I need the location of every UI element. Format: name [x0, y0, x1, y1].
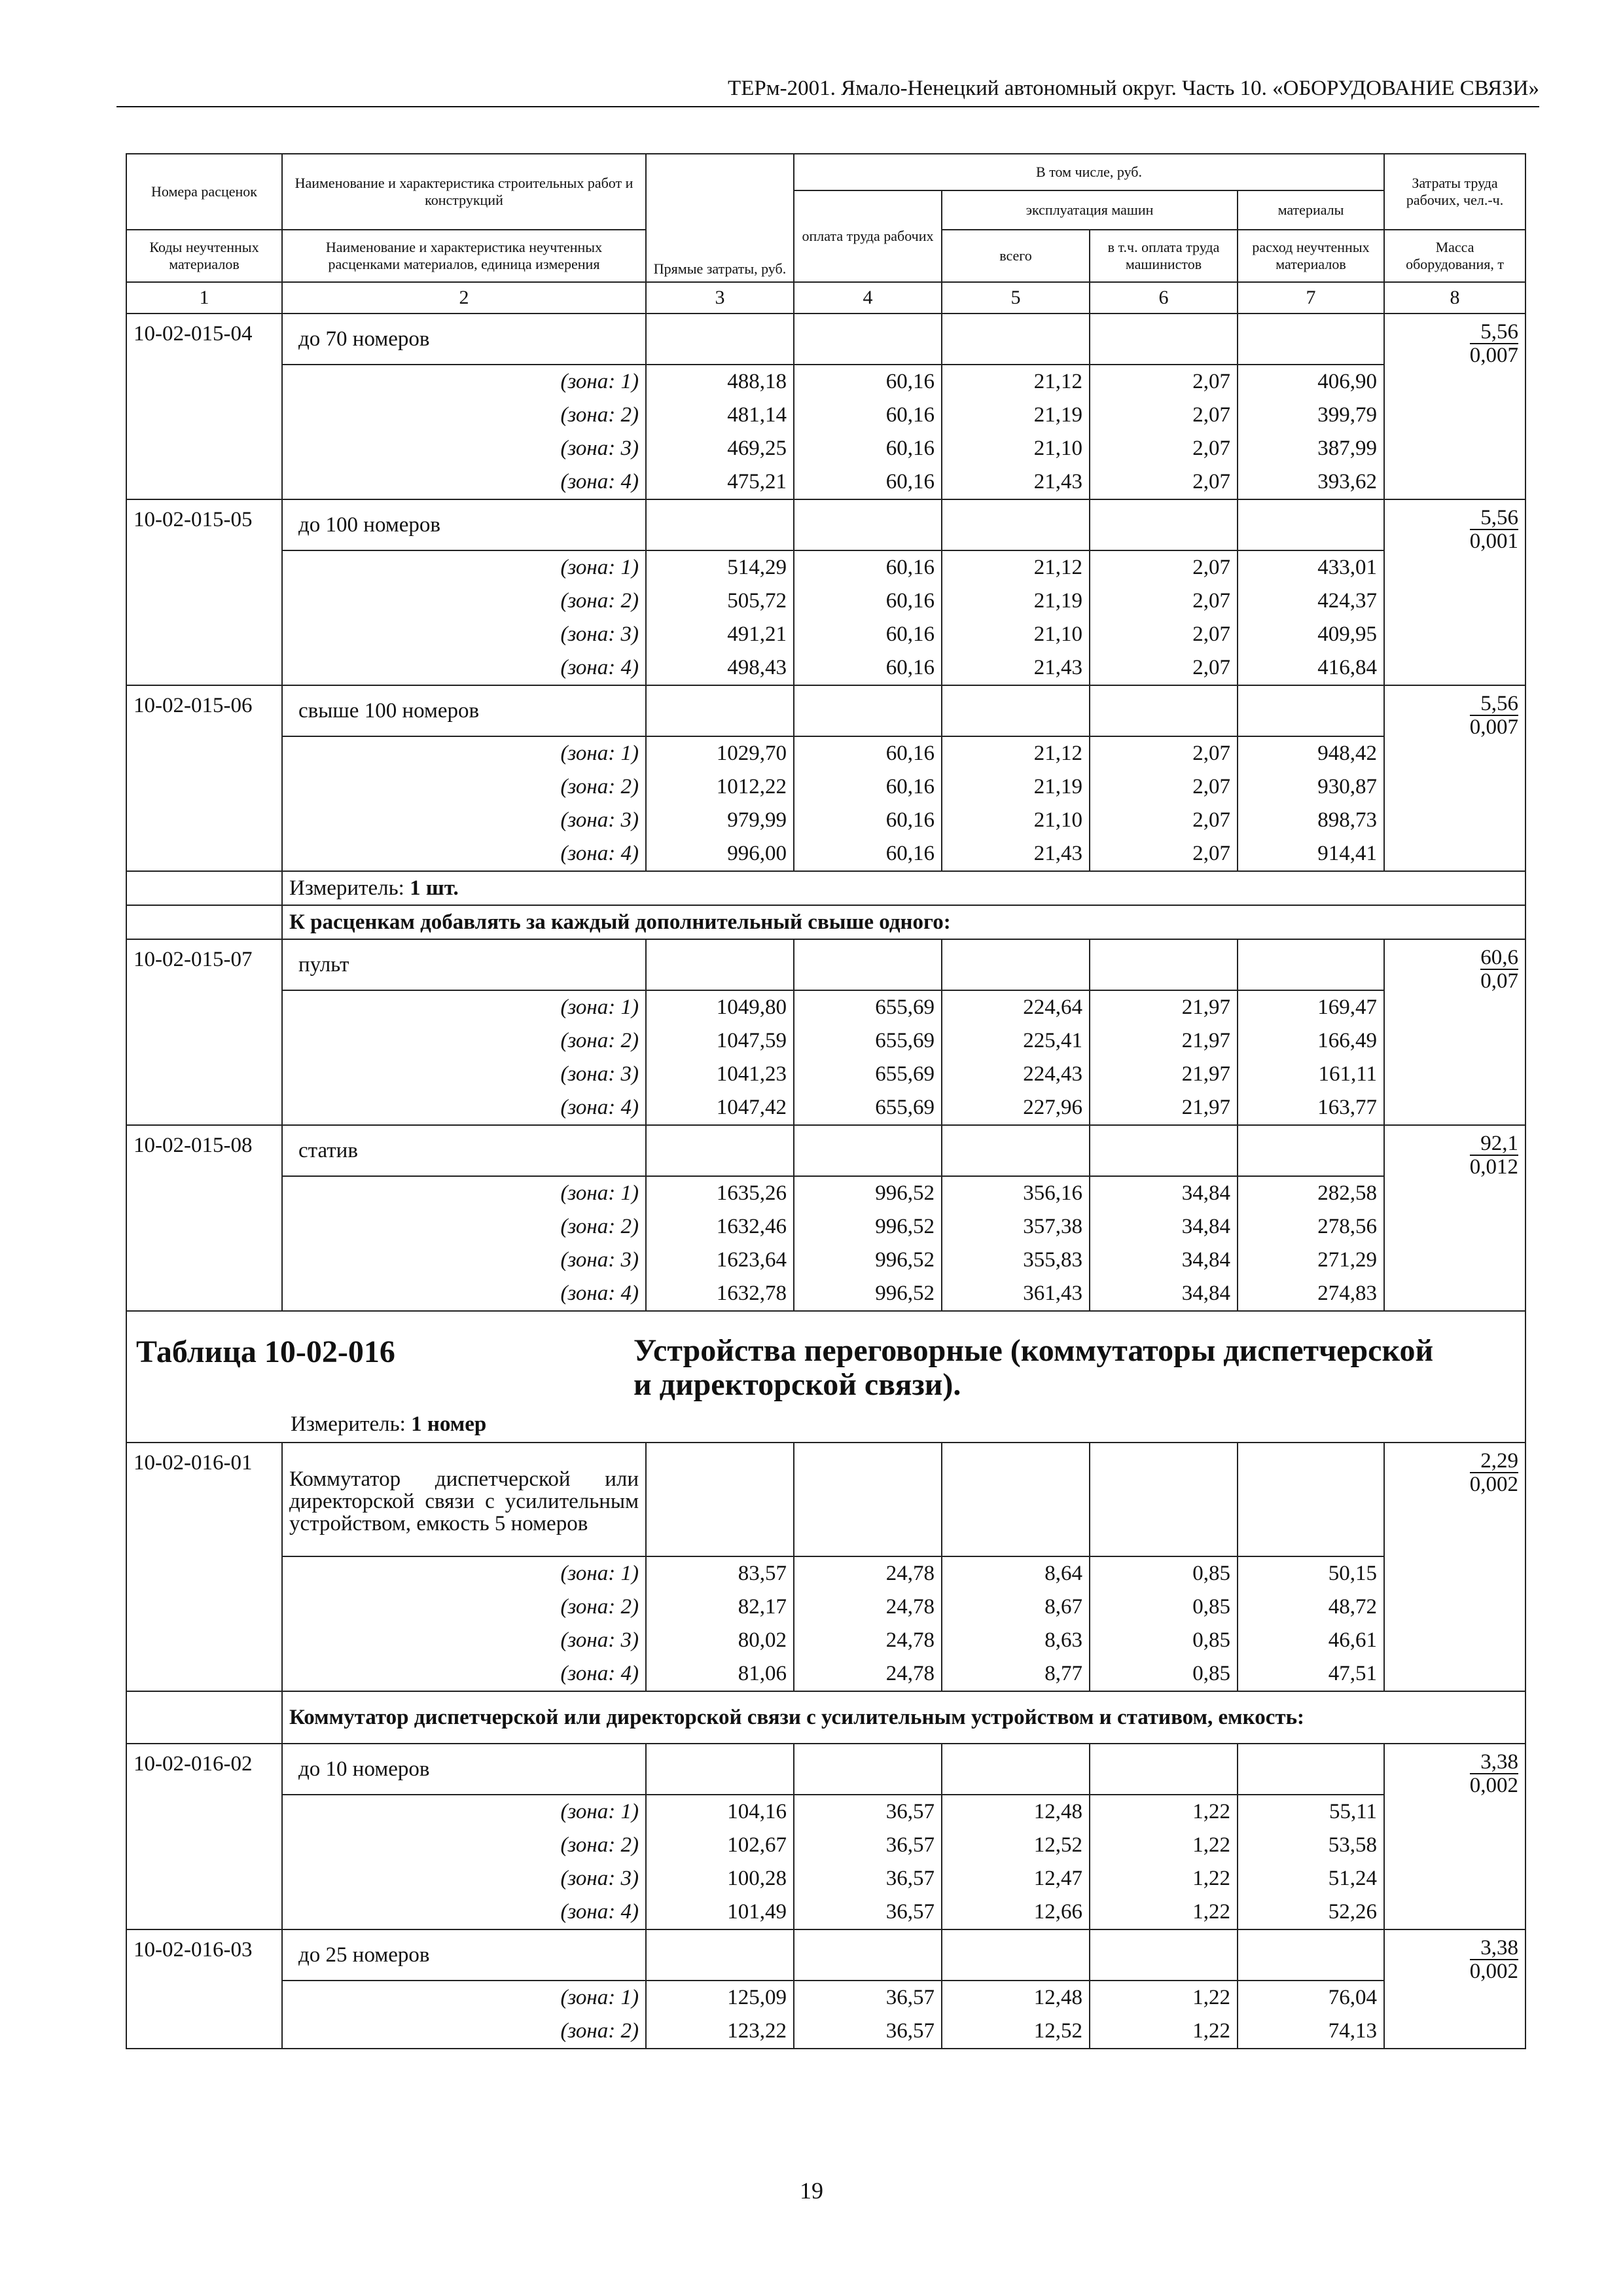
machinist-wages: 2,07 [1192, 370, 1230, 393]
worker-wages: 24,78 [885, 1628, 935, 1652]
rate-name: до 100 номеров [282, 499, 646, 550]
direct-cost: 1632,46 [716, 1215, 787, 1238]
zone-label: (зона: 4) [560, 470, 639, 493]
materials-cost: 48,72 [1328, 1595, 1378, 1619]
direct-cost: 104,16 [727, 1800, 787, 1823]
machine-cost: 12,48 [1033, 1800, 1082, 1823]
machinist-wages: 34,84 [1181, 1215, 1230, 1238]
block-10-02-015-04 [126, 314, 1525, 499]
machine-cost: 21,43 [1033, 842, 1082, 865]
measure-note-number [291, 1412, 1518, 1437]
rate-code: 10-02-015-08 [126, 1125, 282, 1311]
equipment-mass: 0,007 [1469, 715, 1519, 739]
materials-cost: 914,41 [1317, 842, 1378, 865]
machine-cost: 21,12 [1033, 556, 1082, 579]
direct-cost: 81,06 [738, 1662, 787, 1685]
zone-label: (зона: 4) [560, 842, 639, 865]
block-10-02-016-01 [126, 1443, 1525, 1691]
equipment-mass: 0,012 [1469, 1155, 1519, 1179]
direct-cost: 1047,42 [716, 1096, 787, 1119]
direct-cost: 469,25 [727, 437, 787, 460]
worker-wages: 60,16 [885, 589, 935, 613]
materials-cost: 930,87 [1317, 775, 1378, 798]
worker-wages: 36,57 [885, 1833, 935, 1857]
materials-cost: 948,42 [1317, 742, 1378, 765]
machine-cost: 21,19 [1033, 589, 1082, 613]
machine-cost: 21,43 [1033, 470, 1082, 493]
labor-mass-cell [1384, 939, 1525, 1125]
direct-cost: 1623,64 [716, 1248, 787, 1272]
materials-cost: 282,58 [1317, 1181, 1378, 1205]
labor-mass-cell [1384, 1443, 1525, 1691]
machinist-wages: 21,97 [1181, 1062, 1230, 1086]
block-10-02-016-03 [126, 1929, 1525, 2049]
col3-header: Прямые затраты, руб. [646, 154, 794, 282]
direct-cost: 1632,78 [716, 1282, 787, 1305]
rate-zones-row [126, 365, 1525, 499]
materials-cost: 406,90 [1317, 370, 1378, 393]
worker-wages: 60,16 [885, 622, 935, 646]
block-10-02-015-07 [126, 939, 1525, 1125]
machine-cost: 224,64 [1023, 996, 1082, 1019]
zone-label: (зона: 1) [560, 1562, 639, 1585]
worker-wages: 60,16 [885, 656, 935, 679]
machine-cost: 21,10 [1033, 808, 1082, 832]
worker-wages: 36,57 [885, 1800, 935, 1823]
running-header [116, 71, 1539, 107]
col1-top-header: Номера расценок [126, 154, 282, 230]
zone-label: (зона: 3) [560, 1628, 639, 1652]
machinist-wages: 2,07 [1192, 775, 1230, 798]
rate-code: 10-02-015-07 [126, 939, 282, 1125]
direct-cost: 1041,23 [716, 1062, 787, 1086]
col-number: 5 [942, 282, 1090, 314]
materials-cost: 409,95 [1317, 622, 1378, 646]
direct-cost: 123,22 [727, 2019, 787, 2043]
direct-cost: 498,43 [727, 656, 787, 679]
zone-label: (зона: 3) [560, 1867, 639, 1890]
machinist-wages: 2,07 [1192, 589, 1230, 613]
measure-note [282, 871, 1525, 905]
materials-cost: 50,15 [1328, 1562, 1378, 1585]
rate-code: 10-02-016-03 [126, 1929, 282, 2049]
worker-wages: 655,69 [875, 1029, 935, 1052]
materials-cost: 161,11 [1318, 1062, 1378, 1086]
rate-head-row [126, 1125, 1525, 1176]
add-note-row [126, 905, 1525, 939]
machinist-wages: 2,07 [1192, 622, 1230, 646]
machine-cost: 357,38 [1023, 1215, 1082, 1238]
zone-label: (зона: 4) [560, 656, 639, 679]
materials-cost: 424,37 [1317, 589, 1378, 613]
rate-head-row [126, 939, 1525, 990]
measure-row-pcs [126, 871, 1525, 905]
materials-cost: 52,26 [1328, 1900, 1378, 1924]
direct-cost: 125,09 [727, 1986, 787, 2009]
materials-cost: 393,62 [1317, 470, 1378, 493]
machinist-wages: 2,07 [1192, 742, 1230, 765]
machine-cost: 21,19 [1033, 775, 1082, 798]
machinist-wages: 21,97 [1181, 1096, 1230, 1119]
zone-label: (зона: 4) [560, 1282, 639, 1305]
machine-cost: 8,67 [1044, 1595, 1082, 1619]
labor-hours: 3,38 [1470, 1751, 1518, 1774]
worker-wages: 24,78 [885, 1562, 935, 1585]
zone-label: (зона: 2) [560, 1833, 639, 1857]
machinist-wages: 1,22 [1192, 1867, 1230, 1890]
rates-table [126, 153, 1526, 2049]
direct-cost: 82,17 [738, 1595, 787, 1619]
col2-bottom-header: Наименование и характеристика неучтенных расценками материалов, единица измерения [282, 230, 646, 282]
direct-cost: 1635,26 [716, 1181, 787, 1205]
direct-cost: 491,21 [727, 622, 787, 646]
col-number: 8 [1384, 282, 1525, 314]
machinist-wages: 1,22 [1192, 1986, 1230, 2009]
rate-name: до 25 номеров [282, 1929, 646, 1981]
worker-wages: 60,16 [885, 370, 935, 393]
worker-wages: 60,16 [885, 775, 935, 798]
col4-header: оплата труда рабочих [794, 190, 942, 282]
table-016-title: Таблица 10-02-016 [136, 1335, 395, 1369]
col8-bottom-header: Масса оборудования, т [1384, 230, 1525, 282]
zone-label: (зона: 3) [560, 1248, 639, 1272]
machinist-wages: 34,84 [1181, 1248, 1230, 1272]
machine-cost: 8,63 [1044, 1628, 1082, 1652]
labor-mass-fraction [1470, 1450, 1518, 1496]
col-number: 6 [1090, 282, 1238, 314]
page-number: 19 [800, 2178, 823, 2204]
labor-hours: 2,29 [1470, 1450, 1518, 1473]
machine-cost: 21,10 [1033, 622, 1082, 646]
machinist-wages: 0,85 [1192, 1595, 1230, 1619]
labor-mass-fraction [1470, 321, 1518, 367]
machinist-wages: 2,07 [1192, 437, 1230, 460]
col-number: 2 [282, 282, 646, 314]
machine-cost: 12,52 [1033, 2019, 1082, 2043]
rate-name: статив [282, 1125, 646, 1176]
block-10-02-015-05 [126, 499, 1525, 685]
zone-label: (зона: 2) [560, 775, 639, 798]
labor-mass-fraction [1470, 1937, 1518, 1982]
add-note: К расценкам добавлять за каждый дополнительный свыше одного: [282, 905, 1525, 939]
direct-cost: 514,29 [727, 556, 787, 579]
col6-header: в т.ч. оплата труда машинистов [1090, 230, 1238, 282]
machinist-wages: 2,07 [1192, 403, 1230, 427]
col7-header: расход неучтенных материалов [1238, 230, 1384, 282]
table-016-subject: Устройства переговорные (коммутаторы диспетчерской и директорской связи). [633, 1333, 1434, 1402]
equipment-mass: 0,002 [1469, 1473, 1519, 1496]
rate-name: свыше 100 номеров [282, 685, 646, 736]
direct-cost: 481,14 [727, 403, 787, 427]
zone-label: (зона: 4) [560, 1096, 639, 1119]
measure-unit: 1 номер [411, 1412, 487, 1436]
materials-cost: 51,24 [1328, 1867, 1378, 1890]
zone-label: (зона: 1) [560, 556, 639, 579]
zone-label: (зона: 2) [560, 1595, 639, 1619]
worker-wages: 60,16 [885, 470, 935, 493]
machinist-wages: 21,97 [1181, 1029, 1230, 1052]
col5-header: всего [942, 230, 1090, 282]
materials-cost: 55,11 [1329, 1800, 1378, 1823]
block-10-02-016-02 [126, 1744, 1525, 1929]
zone-label: (зона: 1) [560, 370, 639, 393]
materials-cost: 166,49 [1317, 1029, 1378, 1052]
labor-mass-cell [1384, 499, 1525, 685]
machinist-wages: 1,22 [1192, 1800, 1230, 1823]
machine-cost: 227,96 [1023, 1096, 1082, 1119]
worker-wages: 36,57 [885, 2019, 935, 2043]
materials-cost: 433,01 [1317, 556, 1378, 579]
column-numbers-row [126, 282, 1525, 314]
equipment-mass: 0,001 [1469, 529, 1519, 553]
materials-cost: 163,77 [1317, 1096, 1378, 1119]
materials-cost: 274,83 [1317, 1282, 1378, 1305]
machinist-wages: 21,97 [1181, 996, 1230, 1019]
col8-top-header: Затраты труда рабочих, чел.-ч. [1384, 154, 1525, 230]
zone-label: (зона: 3) [560, 622, 639, 646]
group-note-row [126, 1691, 1525, 1744]
materials-header: материалы [1238, 190, 1384, 230]
rate-head-row [126, 1443, 1525, 1556]
labor-mass-cell [1384, 314, 1525, 499]
worker-wages: 36,57 [885, 1867, 935, 1890]
block-10-02-015-08 [126, 1125, 1525, 1311]
machinist-wages: 1,22 [1192, 1900, 1230, 1924]
worker-wages: 996,52 [875, 1282, 935, 1305]
zone-label: (зона: 1) [560, 1986, 639, 2009]
machine-cost: 361,43 [1023, 1282, 1082, 1305]
rate-head-row [126, 499, 1525, 550]
rate-head-row [126, 314, 1525, 365]
labor-mass-fraction [1470, 1751, 1518, 1797]
zone-label: (зона: 3) [560, 808, 639, 832]
machinist-wages: 1,22 [1192, 1833, 1230, 1857]
direct-cost: 101,49 [727, 1900, 787, 1924]
machine-cost: 356,16 [1023, 1181, 1082, 1205]
labor-hours: 60,6 [1480, 946, 1519, 969]
machine-cost: 8,77 [1044, 1662, 1082, 1685]
labor-mass-cell [1384, 1125, 1525, 1311]
worker-wages: 60,16 [885, 842, 935, 865]
rate-code: 10-02-015-05 [126, 499, 282, 685]
machinist-wages: 2,07 [1192, 656, 1230, 679]
zone-label: (зона: 1) [560, 1181, 639, 1205]
machine-cost: 12,47 [1033, 1867, 1082, 1890]
worker-wages: 24,78 [885, 1662, 935, 1685]
worker-wages: 60,16 [885, 437, 935, 460]
rate-code: 10-02-016-02 [126, 1744, 282, 1929]
col-number: 1 [126, 282, 282, 314]
materials-cost: 278,56 [1317, 1215, 1378, 1238]
rate-head-row [126, 1744, 1525, 1795]
table-016-heading-row [126, 1311, 1525, 1443]
worker-wages: 24,78 [885, 1595, 935, 1619]
labor-hours: 92,1 [1470, 1132, 1518, 1156]
materials-cost: 169,47 [1317, 996, 1378, 1019]
machinist-wages: 0,85 [1192, 1628, 1230, 1652]
rate-name: до 10 номеров [282, 1744, 646, 1795]
col1-bottom-header: Коды неучтенных материалов [126, 230, 282, 282]
direct-cost: 979,99 [727, 808, 787, 832]
direct-cost: 83,57 [738, 1562, 787, 1585]
worker-wages: 996,52 [875, 1248, 935, 1272]
col-number: 7 [1238, 282, 1384, 314]
materials-cost: 898,73 [1317, 808, 1378, 832]
rate-head-row [126, 685, 1525, 736]
col2-top-header: Наименование и характеристика строительных работ и конструкций [282, 154, 646, 230]
labor-mass-fraction [1470, 1132, 1518, 1178]
machinist-wages: 34,84 [1181, 1282, 1230, 1305]
materials-cost: 271,29 [1317, 1248, 1378, 1272]
machine-cost: 8,64 [1044, 1562, 1082, 1585]
zone-label: (зона: 2) [560, 403, 639, 427]
machinist-wages: 1,22 [1192, 2019, 1230, 2043]
direct-cost: 1047,59 [716, 1029, 787, 1052]
direct-cost: 475,21 [727, 470, 787, 493]
labor-hours: 3,38 [1470, 1937, 1518, 1960]
group-note: Коммутатор диспетчерской или директорской связи с усилительным устройством и стативом, емкость: [282, 1691, 1525, 1744]
labor-mass-cell [1384, 1929, 1525, 2049]
direct-cost: 100,28 [727, 1867, 787, 1890]
rate-code: 10-02-015-04 [126, 314, 282, 499]
zone-label: (зона: 4) [560, 1900, 639, 1924]
machine-cost: 21,43 [1033, 656, 1082, 679]
labor-hours: 5,56 [1470, 692, 1518, 716]
worker-wages: 36,57 [885, 1986, 935, 2009]
worker-wages: 60,16 [885, 808, 935, 832]
zone-label: (зона: 1) [560, 742, 639, 765]
materials-cost: 387,99 [1317, 437, 1378, 460]
machinist-wages: 2,07 [1192, 808, 1230, 832]
direct-cost: 996,00 [727, 842, 787, 865]
machinist-wages: 2,07 [1192, 556, 1230, 579]
zone-label: (зона: 1) [560, 996, 639, 1019]
rate-code: 10-02-015-06 [126, 685, 282, 871]
machine-cost: 21,12 [1033, 742, 1082, 765]
machine-cost: 21,12 [1033, 370, 1082, 393]
worker-wages: 60,16 [885, 556, 935, 579]
equipment-mass: 0,007 [1469, 344, 1519, 367]
worker-wages: 996,52 [875, 1181, 935, 1205]
materials-cost: 399,79 [1317, 403, 1378, 427]
materials-cost: 47,51 [1328, 1662, 1378, 1685]
machine-cost: 224,43 [1023, 1062, 1082, 1086]
machines-header: эксплуатация машин [942, 190, 1238, 230]
measure-label: Измеритель: [289, 876, 404, 900]
equipment-mass: 0,07 [1480, 969, 1519, 993]
zone-label: (зона: 3) [560, 1062, 639, 1086]
labor-hours: 5,56 [1470, 507, 1518, 530]
zone-label: (зона: 1) [560, 1800, 639, 1823]
zone-label: (зона: 2) [560, 1215, 639, 1238]
zone-label: (зона: 2) [560, 589, 639, 613]
rate-name: до 70 номеров [282, 314, 646, 365]
worker-wages: 655,69 [875, 1062, 935, 1086]
machinist-wages: 2,07 [1192, 470, 1230, 493]
rate-zones-row [126, 1981, 1525, 2049]
materials-cost: 46,61 [1328, 1628, 1378, 1652]
machine-cost: 225,41 [1023, 1029, 1082, 1052]
labor-mass-cell [1384, 685, 1525, 871]
machinist-wages: 0,85 [1192, 1562, 1230, 1585]
machine-cost: 21,19 [1033, 403, 1082, 427]
direct-cost: 505,72 [727, 589, 787, 613]
rate-name: пульт [282, 939, 646, 990]
rate-name: Коммутатор диспетчерской или директорской связи с усилительным устройством, емкость 5 номеров [282, 1443, 646, 1556]
rate-zones-row [126, 1795, 1525, 1929]
rate-code: 10-02-016-01 [126, 1443, 282, 1691]
direct-cost: 1012,22 [716, 775, 787, 798]
measure-label: Измеритель: [291, 1412, 406, 1436]
materials-cost: 74,13 [1328, 2019, 1378, 2043]
equipment-mass: 0,002 [1469, 1960, 1519, 1983]
rate-zones-row [126, 736, 1525, 871]
labor-hours: 5,56 [1470, 321, 1518, 344]
machine-cost: 12,48 [1033, 1986, 1082, 2009]
running-title: ТЕРм-2001. Ямало-Ненецкий автономный округ. Часть 10. «ОБОРУДОВАНИЕ СВЯЗИ» [728, 77, 1539, 100]
worker-wages: 655,69 [875, 996, 935, 1019]
machine-cost: 12,52 [1033, 1833, 1082, 1857]
materials-cost: 76,04 [1328, 1986, 1378, 2009]
zone-label: (зона: 4) [560, 1662, 639, 1685]
rate-zones-row [126, 990, 1525, 1125]
zone-label: (зона: 2) [560, 1029, 639, 1052]
incl-header: В том числе, руб. [794, 154, 1384, 190]
zone-label: (зона: 2) [560, 2019, 639, 2043]
rate-zones-row [126, 550, 1525, 685]
worker-wages: 996,52 [875, 1215, 935, 1238]
machine-cost: 12,66 [1033, 1900, 1082, 1924]
worker-wages: 36,57 [885, 1900, 935, 1924]
machine-cost: 355,83 [1023, 1248, 1082, 1272]
rate-zones-row [126, 1176, 1525, 1311]
machinist-wages: 34,84 [1181, 1181, 1230, 1205]
direct-cost: 488,18 [727, 370, 787, 393]
materials-cost: 53,58 [1328, 1833, 1378, 1857]
block-10-02-015-06 [126, 685, 1525, 871]
materials-cost: 416,84 [1317, 656, 1378, 679]
machinist-wages: 0,85 [1192, 1662, 1230, 1685]
worker-wages: 60,16 [885, 403, 935, 427]
equipment-mass: 0,002 [1469, 1774, 1519, 1797]
machinist-wages: 2,07 [1192, 842, 1230, 865]
header-row-1 [126, 154, 1525, 190]
rate-head-row [126, 1929, 1525, 1981]
col-number: 4 [794, 282, 942, 314]
worker-wages: 60,16 [885, 742, 935, 765]
direct-cost: 80,02 [738, 1628, 787, 1652]
labor-mass-fraction [1470, 507, 1518, 552]
machine-cost: 21,10 [1033, 437, 1082, 460]
direct-cost: 1049,80 [716, 996, 787, 1019]
direct-cost: 1029,70 [716, 742, 787, 765]
rate-zones-row [126, 1556, 1525, 1691]
labor-mass-fraction [1470, 692, 1518, 738]
col-number: 3 [646, 282, 794, 314]
zone-label: (зона: 3) [560, 437, 639, 460]
labor-mass-fraction [1480, 946, 1518, 992]
measure-unit: 1 шт. [410, 876, 459, 900]
worker-wages: 655,69 [875, 1096, 935, 1119]
direct-cost: 102,67 [727, 1833, 787, 1857]
labor-mass-cell [1384, 1744, 1525, 1929]
